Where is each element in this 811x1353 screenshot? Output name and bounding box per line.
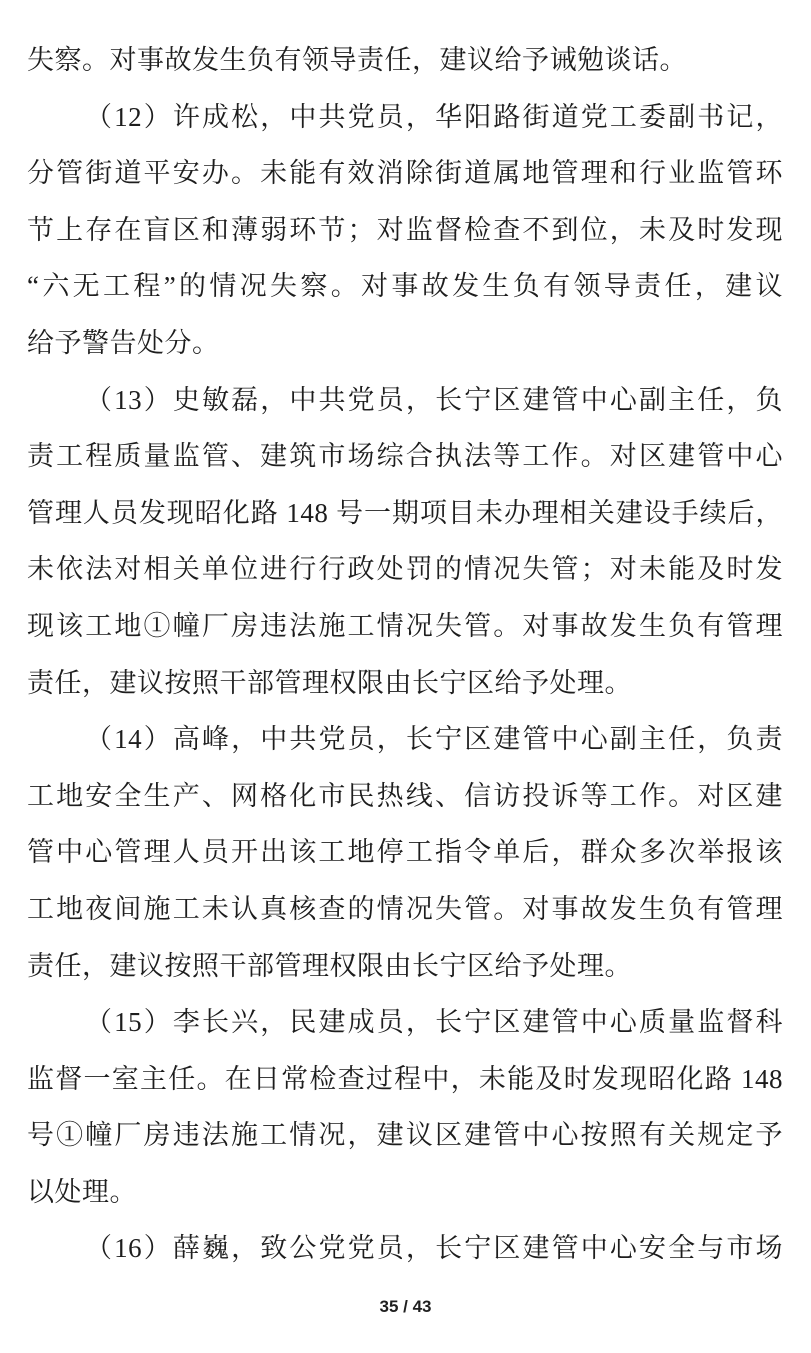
page-number: 35 / 43 [379,1297,432,1316]
text-line: 失察。对事故发生负有领导责任，建议给予诫勉谈话。 [27,45,687,75]
text-line: （13）史敏磊，中共党员，长宁区建管中心副主任，负 [85,384,783,415]
text-line: （15）李长兴，民建成员，长宁区建管中心质量监督科 [85,1007,783,1038]
document-body [27,32,783,1277]
text-line: 工地夜间施工未认真核查的情况失管。对事故发生负有管理 [27,893,783,924]
paragraph [27,711,783,994]
paragraph [27,1220,783,1277]
text-line: 节上存在盲区和薄弱环节；对监督检查不到位，未及时发现 [27,214,783,245]
paragraph [27,994,783,1220]
text-line: （16）薛巍，致公党党员，长宁区建管中心安全与市场 [85,1233,783,1264]
text-line: 现该工地①幢厂房违法施工情况失管。对事故发生负有管理 [27,610,783,641]
text-line: 分管街道平安办。未能有效消除街道属地管理和行业监管环 [27,158,783,189]
paragraph [27,32,783,89]
text-line: 未依法对相关单位进行行政处罚的情况失管；对未能及时发 [27,554,783,585]
text-line: 管中心管理人员开出该工地停工指令单后，群众多次举报该 [27,837,783,868]
text-line: 管理人员发现昭化路 148 号一期项目未办理相关建设手续后， [27,497,783,528]
text-line: 以处理。 [27,1176,137,1207]
text-line: 给予警告处分。 [27,327,220,358]
text-line: “六无工程”的情况失察。对事故发生负有领导责任，建议 [27,271,783,302]
paragraph [27,372,783,712]
paragraph [27,89,783,372]
text-line: 号①幢厂房违法施工情况，建议区建管中心按照有关规定予 [27,1120,783,1151]
text-line: （14）高峰，中共党员，长宁区建管中心副主任，负责 [85,724,783,755]
text-line: 责任，建议按照干部管理权限由长宁区给予处理。 [27,667,632,698]
text-line: 监督一室主任。在日常检查过程中，未能及时发现昭化路 148 [27,1063,783,1094]
text-line: 工地安全生产、网格化市民热线、信访投诉等工作。对区建 [27,780,783,811]
text-line: （12）许成松，中共党员，华阳路街道党工委副书记， [85,101,783,132]
text-line: 责工程质量监管、建筑市场综合执法等工作。对区建管中心 [27,441,783,472]
text-line: 责任，建议按照干部管理权限由长宁区给予处理。 [27,950,632,981]
